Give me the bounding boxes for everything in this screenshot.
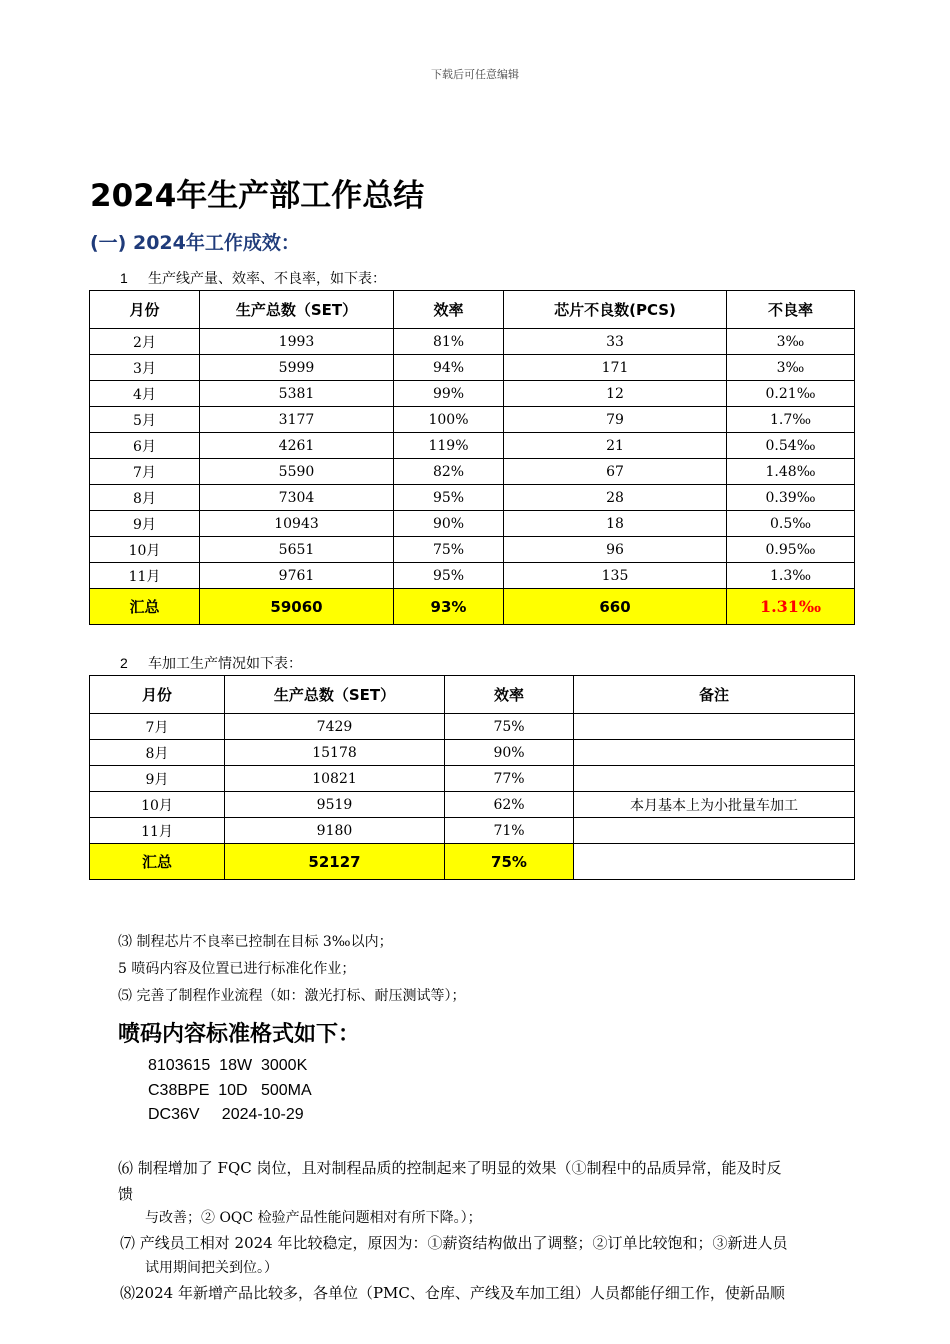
table-header-row: [90, 676, 855, 714]
table-cell: 18: [504, 511, 727, 537]
table-cell: 0.95‰: [727, 537, 855, 563]
table-row: [90, 563, 855, 589]
table-cell: 7429: [225, 714, 445, 740]
table-cell: 5381: [200, 381, 394, 407]
column-header: 月份: [90, 676, 225, 714]
table-cell: 10月: [90, 537, 200, 563]
table-cell: 1993: [200, 329, 394, 355]
column-header: 效率: [445, 676, 574, 714]
total-cell: 660: [504, 589, 727, 625]
table-cell: 10943: [200, 511, 394, 537]
column-header: 芯片不良数(PCS): [504, 291, 727, 329]
total-cell: 汇总: [90, 844, 225, 880]
table-cell: 10月: [90, 792, 225, 818]
table-cell: 9761: [200, 563, 394, 589]
table-cell: 5月: [90, 407, 200, 433]
table-cell: 75%: [445, 714, 574, 740]
table-row: [90, 714, 855, 740]
point-6-line3: 与改善；② OQC 检验产品性能问题相对有所下降。）；: [145, 1210, 482, 1226]
total-cell: 1.31‰: [727, 589, 855, 625]
spray-line: 8103615 18W 3000K: [148, 1057, 308, 1074]
total-cell: [574, 844, 855, 880]
table-cell: [574, 818, 855, 844]
table-cell: [574, 714, 855, 740]
table-cell: [574, 740, 855, 766]
table-cell: 79: [504, 407, 727, 433]
table-cell: 1.7‰: [727, 407, 855, 433]
total-cell: 52127: [225, 844, 445, 880]
total-cell: 59060: [200, 589, 394, 625]
header-note: 下载后可任意编辑: [431, 68, 519, 81]
table-cell: [574, 766, 855, 792]
table-cell: 99%: [394, 381, 504, 407]
table-cell: 12: [504, 381, 727, 407]
table-cell: 75%: [394, 537, 504, 563]
table-cell: 96: [504, 537, 727, 563]
point-5: ⑸ 完善了制程作业流程（如：激光打标、耐压测试等）；: [118, 988, 466, 1004]
table-cell: 4261: [200, 433, 394, 459]
table-cell: 62%: [445, 792, 574, 818]
table-row: [90, 433, 855, 459]
table-header-row: [90, 291, 855, 329]
column-header: 备注: [574, 676, 855, 714]
table-cell: 1.3‰: [727, 563, 855, 589]
table-row: [90, 818, 855, 844]
table-cell: 77%: [445, 766, 574, 792]
table-cell: 8月: [90, 740, 225, 766]
section-heading: (一) 2024年工作成效：: [90, 232, 300, 254]
table-cell: 171: [504, 355, 727, 381]
table-cell: 10821: [225, 766, 445, 792]
caption-text: 车加工生产情况如下表：: [148, 656, 302, 672]
table-cell: 本月基本上为小批量车加工: [574, 792, 855, 818]
spray-line: C38BPE 10D 500MA: [148, 1082, 312, 1099]
caption-number: 1: [120, 270, 128, 286]
column-header: 月份: [90, 291, 200, 329]
table-cell: 90%: [394, 511, 504, 537]
point-4: 5 喷码内容及位置已进行标准化作业；: [118, 961, 356, 977]
table-row: [90, 511, 855, 537]
table-cell: 0.5‰: [727, 511, 855, 537]
caption-number: 2: [120, 655, 128, 671]
point-3: ⑶ 制程芯片不良率已控制在目标 3‰以内；: [118, 934, 393, 950]
table-cell: 5999: [200, 355, 394, 381]
table-cell: 7月: [90, 714, 225, 740]
table-cell: 94%: [394, 355, 504, 381]
total-cell: 93%: [394, 589, 504, 625]
table-row: [90, 766, 855, 792]
point-7-line1: ⑺ 产线员工相对 2024 年比较稳定，原因为：①薪资结构做出了调整；②订单比较饱和；③新进人员: [120, 1234, 788, 1252]
table2-caption: [120, 653, 302, 673]
table-cell: 6月: [90, 433, 200, 459]
point-7-line2: 试用期间把关到位。）: [145, 1260, 278, 1276]
table-cell: 9180: [225, 818, 445, 844]
table-cell: 119%: [394, 433, 504, 459]
table-row: [90, 381, 855, 407]
table-cell: 82%: [394, 459, 504, 485]
machining-table: [89, 675, 855, 880]
table-cell: 5651: [200, 537, 394, 563]
table-cell: 2月: [90, 329, 200, 355]
table1-caption: [120, 268, 386, 288]
total-cell: 汇总: [90, 589, 200, 625]
table-row: [90, 329, 855, 355]
point-6-line2: 馈: [118, 1185, 134, 1203]
table-cell: 71%: [445, 818, 574, 844]
table-cell: 0.39‰: [727, 485, 855, 511]
table-row: [90, 485, 855, 511]
table-cell: 3月: [90, 355, 200, 381]
total-row: [90, 589, 855, 625]
table-cell: 4月: [90, 381, 200, 407]
table-cell: 1.48‰: [727, 459, 855, 485]
point-6-line1: ⑹ 制程增加了 FQC 岗位，且对制程品质的控制起来了明显的效果（①制程中的品质异常，能及时反: [118, 1159, 782, 1177]
table-cell: 90%: [445, 740, 574, 766]
table-row: [90, 355, 855, 381]
table-cell: 0.54‰: [727, 433, 855, 459]
production-line-table: [89, 290, 855, 625]
spray-line: DC36V 2024-10-29: [148, 1106, 304, 1123]
column-header: 生产总数（SET）: [225, 676, 445, 714]
table-cell: 81%: [394, 329, 504, 355]
table-row: [90, 407, 855, 433]
table-cell: 9月: [90, 766, 225, 792]
table-row: [90, 537, 855, 563]
table-cell: 100%: [394, 407, 504, 433]
table-cell: 33: [504, 329, 727, 355]
column-header: 不良率: [727, 291, 855, 329]
table-cell: 67: [504, 459, 727, 485]
table-cell: 9月: [90, 511, 200, 537]
table-row: [90, 740, 855, 766]
table-cell: 15178: [225, 740, 445, 766]
caption-text: 生产线产量、效率、不良率，如下表：: [148, 271, 386, 287]
table-cell: 3‰: [727, 355, 855, 381]
column-header: 生产总数（SET）: [200, 291, 394, 329]
table-cell: 8月: [90, 485, 200, 511]
total-row: [90, 844, 855, 880]
table-cell: 3‰: [727, 329, 855, 355]
table-cell: 21: [504, 433, 727, 459]
table-cell: 7月: [90, 459, 200, 485]
point-8: ⑻2024 年新增产品比较多，各单位（PMC、仓库、产线及车加工组）人员都能仔细工作，使新品顺: [120, 1284, 785, 1302]
table-cell: 7304: [200, 485, 394, 511]
table-cell: 3177: [200, 407, 394, 433]
table-row: [90, 792, 855, 818]
table-cell: 5590: [200, 459, 394, 485]
table-cell: 11月: [90, 563, 200, 589]
column-header: 效率: [394, 291, 504, 329]
total-cell: 75%: [445, 844, 574, 880]
table-cell: 95%: [394, 563, 504, 589]
table-cell: 11月: [90, 818, 225, 844]
table-row: [90, 459, 855, 485]
table-cell: 28: [504, 485, 727, 511]
table-cell: 95%: [394, 485, 504, 511]
table-cell: 135: [504, 563, 727, 589]
page-title: 2024年生产部工作总结: [90, 178, 425, 214]
table-cell: 0.21‰: [727, 381, 855, 407]
table-cell: 9519: [225, 792, 445, 818]
spray-heading: 喷码内容标准格式如下：: [118, 1022, 361, 1047]
